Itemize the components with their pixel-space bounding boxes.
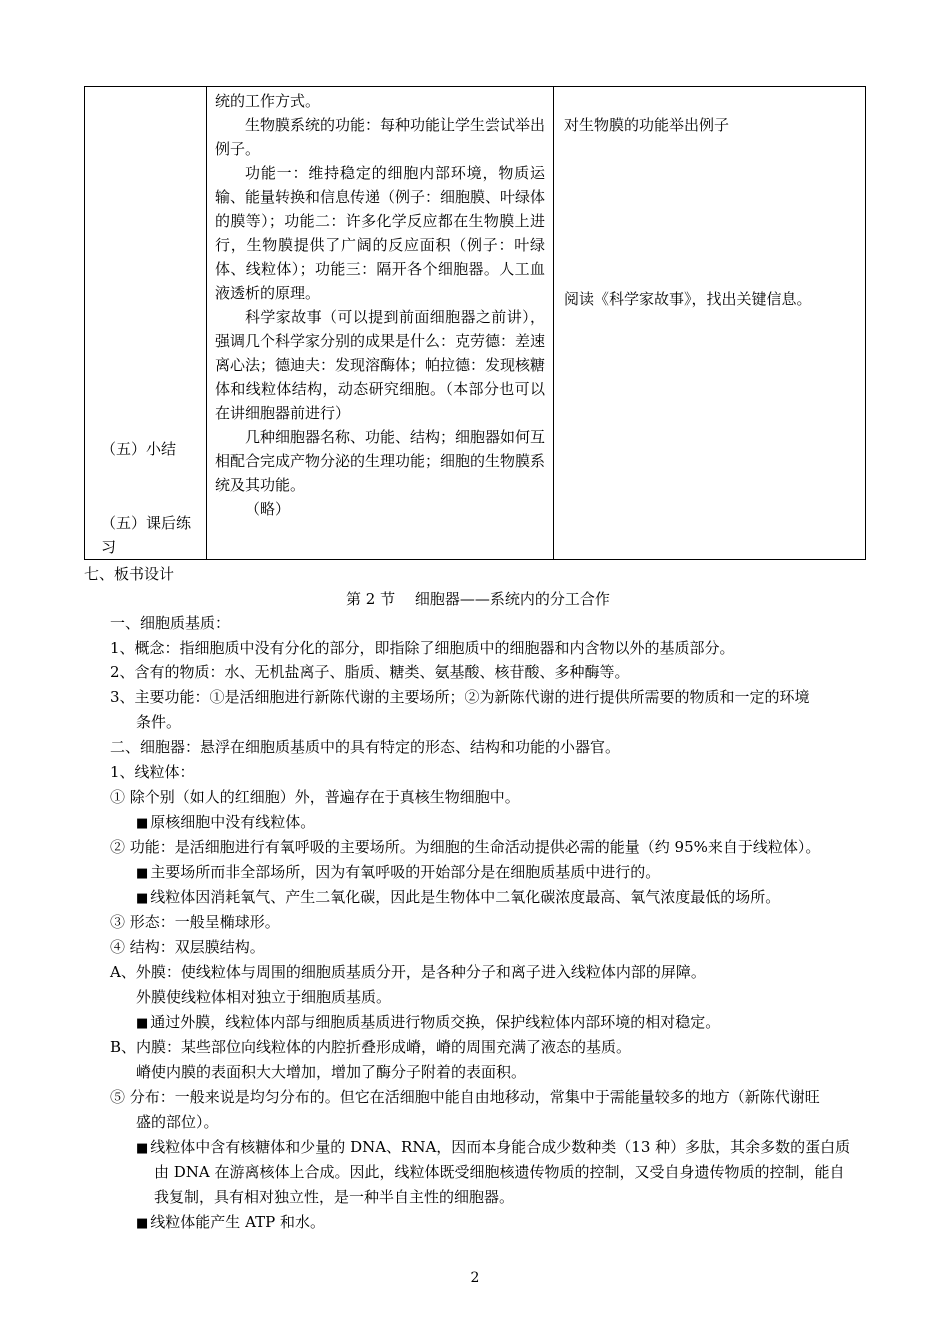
paragraph: 生物膜系统的功能：每种功能让学生尝试举出例子。: [215, 116, 546, 158]
bullet-line: ■ 线粒体能产生 ATP 和水。: [136, 1213, 325, 1231]
paragraph: 统的工作方式。: [215, 92, 321, 110]
text-line: A、外膜：使线粒体与周围的细胞质基质分开，是各种分子和离子进入线粒体内部的屏障。: [110, 963, 706, 981]
text-line: ④ 结构：双层膜结构。: [110, 938, 265, 956]
text-line: 2、含有的物质：水、无机盐离子、脂质、糖类、氨基酸、核苷酸、多种酶等。: [110, 663, 630, 681]
text-line: 盛的部位）。: [136, 1113, 219, 1131]
bullet-square-icon: ■: [136, 1016, 149, 1031]
text-line: ⑤ 分布：一般来说是均匀分布的。但它在活细胞中能自由地移动，常集中于需能量较多的地方（新陈代谢旺: [110, 1088, 820, 1106]
student-activity-column: [554, 87, 866, 560]
text-line: 1、线粒体：: [110, 763, 195, 781]
text-line: B、内膜：某些部位向线粒体的内腔折叠形成嵴，嵴的周围充满了液态的基质。: [110, 1038, 632, 1056]
bullet-square-icon: ■: [136, 816, 149, 831]
bullet-square-icon: ■: [136, 1216, 149, 1231]
text-line: 3、主要功能：①是活细胞进行新陈代谢的主要场所；②为新陈代谢的进行提供所需要的物质和一定的环境: [110, 688, 810, 706]
stage-column: [85, 87, 207, 560]
paragraph: 几种细胞器名称、功能、结构；细胞器如何互相配合完成产物分泌的生理功能；细胞的生物膜系统及其功能。: [215, 428, 546, 494]
text-line: 由 DNA 在游离核体上合成。因此，线粒体既受细胞核遗传物质的控制，又受自身遗传物质的控制，能自: [154, 1163, 845, 1181]
text-line: ① 除个别（如人的红细胞）外，普遍存在于真核生物细胞中。: [110, 788, 520, 806]
text-line: 嵴使内膜的表面积大大增加，增加了酶分子附着的表面积。: [136, 1063, 527, 1081]
bullet-line: ■ 线粒体因消耗氧气、产生二氧化碳，因此是生物体中二氧化碳浓度最高、氧气浓度最低的场所。: [136, 888, 781, 906]
paragraph: 阅读《科学家故事》，找出关键信息。: [564, 290, 812, 308]
text-line: 我复制，具有相对独立性，是一种半自主性的细胞器。: [154, 1188, 515, 1206]
text-line: 外膜使线粒体相对独立于细胞质基质。: [136, 988, 392, 1006]
paragraph: 科学家故事（可以提到前面细胞器之前讲），强调几个科学家分别的成果是什么：克劳德：差速离心法；德迪夫：发现溶酶体；帕拉德：发现核糖体和线粒体结构，动态研究细胞。（本部分也可以在讲细胞器前进行）: [215, 308, 546, 422]
page-number: 2: [470, 1270, 480, 1286]
paragraph: 功能一：维持稳定的细胞内部环境，物质运输、能量转换和信息传递（例子：细胞膜、叶绿体的膜等）；功能二：许多化学反应都在生物膜上进行，生物膜提供了广阔的反应面积（例子：叶绿体、线粒体）；功能三：隔开各个细胞器。人工血液透析的原理。: [215, 164, 546, 302]
homework-label: （五）课后练习: [101, 514, 192, 556]
bullet-square-icon: ■: [136, 1141, 149, 1156]
text-line: ③ 形态：一般呈椭球形。: [110, 913, 280, 931]
text-line: 1、概念：指细胞质中没有分化的部分，即指除了细胞质中的细胞器和内含物以外的基质部分。: [110, 639, 735, 657]
paragraph: （略）: [245, 500, 291, 518]
text-line: ② 功能：是活细胞进行有氧呼吸的主要场所。为细胞的生命活动提供必需的能量（约 95%来自于线粒体）。: [110, 838, 821, 856]
text-line: 条件。: [136, 713, 182, 731]
bullet-square-icon: ■: [136, 891, 149, 906]
bullet-line: ■ 线粒体中含有核糖体和少量的 DNA、RNA，因而本身能合成少数种类（13 种）多肽，其余多数的蛋白质: [136, 1138, 851, 1156]
bullet-line: ■ 通过外膜，线粒体内部与细胞质基质进行物质交换，保护线粒体内部环境的相对稳定。: [136, 1013, 721, 1031]
text-line: 二、细胞器：悬浮在细胞质基质中的具有特定的形态、结构和功能的小器官。: [110, 738, 621, 756]
section-heading: 七、板书设计: [84, 565, 175, 583]
text-line: 一、细胞质基质：: [110, 614, 231, 632]
bullet-line: ■ 原核细胞中没有线粒体。: [136, 813, 316, 831]
lesson-table: [84, 86, 866, 560]
paragraph: 对生物膜的功能举出例子: [564, 116, 730, 134]
teacher-activity-column: [207, 87, 554, 560]
board-title: 第 2 节 细胞器——系统内的分工合作: [346, 590, 610, 608]
bullet-square-icon: ■: [136, 866, 149, 881]
bullet-line: ■ 主要场所而非全部场所，因为有氧呼吸的开始部分是在细胞质基质中进行的。: [136, 863, 661, 881]
summary-label: （五）小结: [101, 440, 177, 458]
